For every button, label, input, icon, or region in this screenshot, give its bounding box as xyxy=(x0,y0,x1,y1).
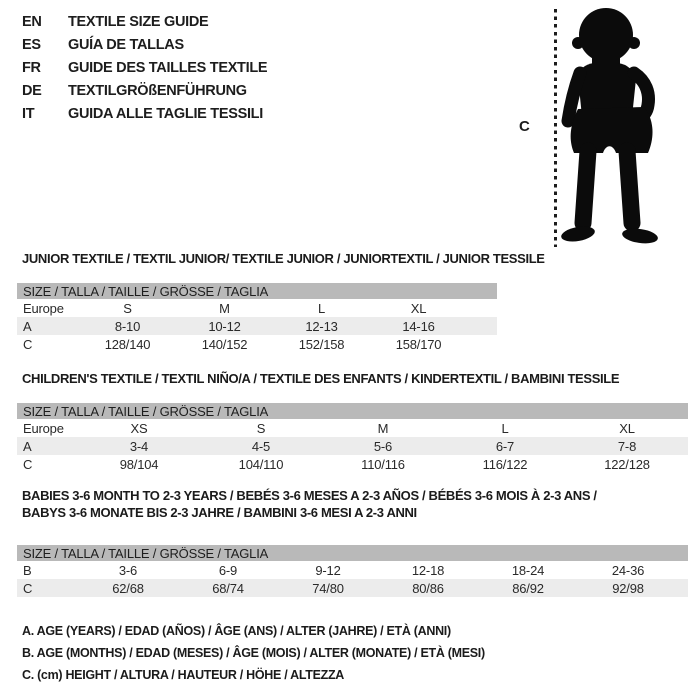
row-label: A xyxy=(17,437,78,455)
size-cell: 158/170 xyxy=(395,336,442,352)
size-header-row xyxy=(17,403,688,419)
row-label: B xyxy=(23,562,32,578)
size-cell: 140/152 xyxy=(201,336,248,352)
size-table-section xyxy=(17,250,545,353)
toddler-silhouette-icon xyxy=(561,5,671,247)
size-cell: 14-16 xyxy=(370,317,467,335)
size-cell: 62/68 xyxy=(78,579,178,597)
size-cell: 152/158 xyxy=(298,336,345,352)
language-code: ES xyxy=(22,36,41,53)
size-row xyxy=(17,317,497,335)
size-cell: 104/110 xyxy=(238,456,284,472)
size-cell: 12-18 xyxy=(411,562,445,578)
row-label: Europe xyxy=(23,300,64,316)
size-row xyxy=(17,419,688,437)
size-row xyxy=(17,579,688,597)
table-title-line: CHILDREN'S TEXTILE / TEXTIL NIÑO/A / TEXTILE DES ENFANTS / KINDERTEXTIL / BAMBINI TESSILE xyxy=(22,371,620,386)
language-code: IT xyxy=(22,105,35,122)
height-measure-line xyxy=(554,9,557,247)
size-cell: 3-6 xyxy=(118,562,138,578)
language-list xyxy=(22,10,267,125)
size-row xyxy=(17,455,688,473)
table-size-header: SIZE / TALLA / TAILLE / GRÖSSE / TAGLIA xyxy=(17,545,688,561)
size-row xyxy=(17,561,688,579)
size-cell: 116/122 xyxy=(482,456,528,472)
table-title-line: BABYS 3-6 MONATE BIS 2-3 JAHRE / BAMBINI 3-6 MESI A 2-3 ANNI xyxy=(22,505,417,520)
size-cell: 18-24 xyxy=(511,562,545,578)
row-label: C xyxy=(23,456,33,472)
size-cell: 3-4 xyxy=(78,437,200,455)
pad-cell xyxy=(678,561,688,579)
language-code: DE xyxy=(22,82,42,99)
table-title-group xyxy=(17,370,688,387)
row-label: A xyxy=(17,317,79,335)
pad-cell xyxy=(678,579,688,597)
size-table-section xyxy=(17,370,688,473)
size-cell: 110/116 xyxy=(361,456,405,472)
size-cell: 86/92 xyxy=(478,579,578,597)
size-cell: 7-8 xyxy=(566,437,688,455)
size-table xyxy=(17,403,688,473)
size-row xyxy=(17,437,688,455)
language-title: TEXTILE SIZE GUIDE xyxy=(68,13,209,30)
size-cell: M xyxy=(377,420,389,436)
size-cell: 92/98 xyxy=(578,579,678,597)
language-title: TEXTILGRÖßENFÜHRUNG xyxy=(68,82,247,99)
size-row xyxy=(17,335,497,353)
language-code: EN xyxy=(22,13,42,30)
language-row xyxy=(22,56,267,79)
size-cell: 12-13 xyxy=(273,317,370,335)
size-cell: XS xyxy=(130,420,148,436)
size-cell: 98/104 xyxy=(119,456,159,472)
pad-cell xyxy=(467,335,497,353)
table-size-header: SIZE / TALLA / TAILLE / GRÖSSE / TAGLIA xyxy=(17,403,688,419)
size-cell: 6-9 xyxy=(218,562,238,578)
row-label: C xyxy=(23,336,33,352)
size-cell: 8-10 xyxy=(79,317,176,335)
footnotes xyxy=(22,620,485,686)
size-cell: M xyxy=(219,300,230,316)
table-title-line: JUNIOR TEXTILE / TEXTIL JUNIOR/ TEXTILE JUNIOR / JUNIORTEXTIL / JUNIOR TESSILE xyxy=(22,251,545,266)
size-cell: 128/140 xyxy=(104,336,151,352)
size-cell: 5-6 xyxy=(322,437,444,455)
size-table xyxy=(17,545,688,597)
size-cell: 10-12 xyxy=(176,317,273,335)
table-size-header: SIZE / TALLA / TAILLE / GRÖSSE / TAGLIA xyxy=(17,283,497,299)
size-cell: S xyxy=(123,300,132,316)
size-cell: 4-5 xyxy=(200,437,322,455)
size-cell: L xyxy=(501,420,509,436)
footnote-line: B. AGE (MONTHS) / EDAD (MESES) / ÂGE (MOIS) / ALTER (MONATE) / ETÀ (MESI) xyxy=(22,646,485,660)
size-row xyxy=(17,299,497,317)
size-cell: L xyxy=(317,300,326,316)
pad-cell xyxy=(467,317,497,335)
row-label: Europe xyxy=(23,420,64,436)
language-title: GUIDA ALLE TAGLIE TESSILI xyxy=(68,105,263,122)
pad-cell xyxy=(467,299,497,317)
table-title-group xyxy=(17,487,688,521)
size-table xyxy=(17,283,497,353)
footnote-line: C. (cm) HEIGHT / ALTURA / HAUTEUR / HÖHE / ALTEZZA xyxy=(22,668,345,682)
size-cell: 9-12 xyxy=(315,562,341,578)
height-measure-label: C xyxy=(519,118,530,135)
language-row xyxy=(22,79,267,102)
size-table-section xyxy=(17,487,688,597)
footnote-line: A. AGE (YEARS) / EDAD (AÑOS) / ÂGE (ANS) / ALTER (JAHRE) / ETÀ (ANNI) xyxy=(22,624,451,638)
size-header-row xyxy=(17,283,497,299)
size-cell: XL xyxy=(410,300,427,316)
size-cell: 68/74 xyxy=(178,579,278,597)
language-row xyxy=(22,33,267,56)
size-header-row xyxy=(17,545,688,561)
language-row xyxy=(22,10,267,33)
row-label: C xyxy=(17,579,78,597)
size-cell: 74/80 xyxy=(278,579,378,597)
size-cell: 6-7 xyxy=(444,437,566,455)
language-title: GUÍA DE TALLAS xyxy=(68,36,184,53)
language-title: GUIDE DES TAILLES TEXTILE xyxy=(68,59,268,76)
size-cell: 122/128 xyxy=(604,456,650,472)
table-title-group xyxy=(17,250,545,267)
table-title-line: BABIES 3-6 MONTH TO 2-3 YEARS / BEBÉS 3-6 MESES A 2-3 AÑOS / BÉBÉS 3-6 MOIS À 2-3 ANS / xyxy=(22,488,597,503)
language-code: FR xyxy=(22,59,41,76)
size-cell: 24-36 xyxy=(611,562,645,578)
size-cell: S xyxy=(256,420,266,436)
size-cell: XL xyxy=(619,420,635,436)
size-cell: 80/86 xyxy=(378,579,478,597)
language-row xyxy=(22,102,267,125)
